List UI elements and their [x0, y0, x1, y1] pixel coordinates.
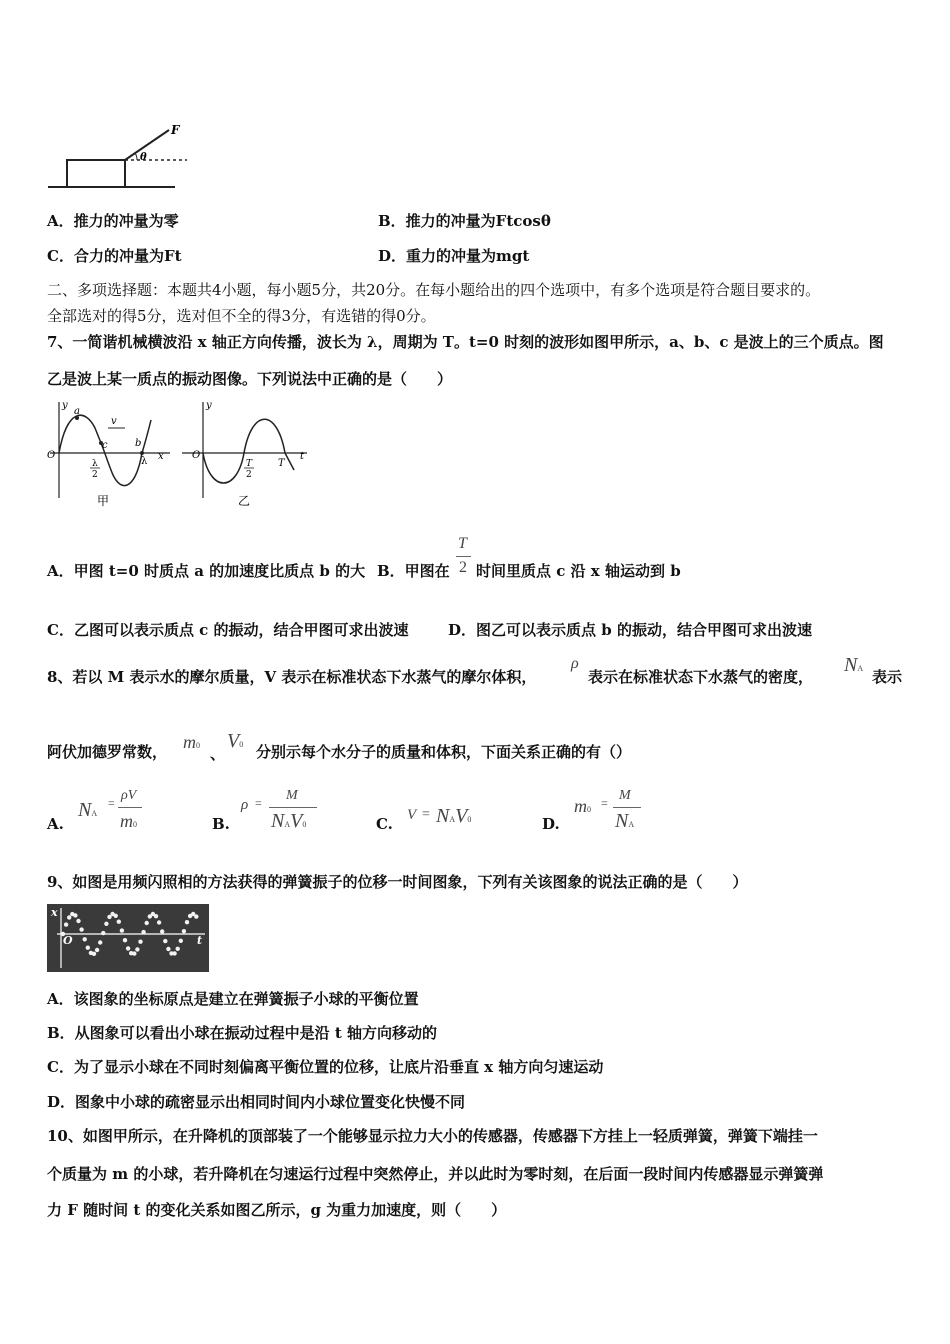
- equals-sign: =: [255, 796, 262, 810]
- x-label: x: [51, 906, 58, 919]
- q8-m0-symbol: [183, 732, 200, 753]
- q7-option-a: A．甲图 t=0 时质点 a 的加速度比质点 b 的大: [47, 562, 366, 580]
- section2-line1: 二、多项选择题：本题共4小题，每小题5分，共20分。在每小题给出的四个选项中，有多个选项是符合题目要求的。: [47, 281, 821, 299]
- flash-dot: [141, 930, 145, 934]
- t-half-num: T: [246, 459, 253, 469]
- angle-arc: [135, 153, 137, 160]
- force-arrow: [125, 130, 169, 160]
- origin-label: O: [47, 450, 56, 461]
- equals-sign: =: [422, 807, 430, 822]
- flash-dot: [92, 952, 96, 956]
- v0-subscript: 0: [239, 740, 244, 749]
- flash-dot: [176, 947, 180, 951]
- fraction-bar: [118, 807, 142, 808]
- caption-jia: 甲: [97, 494, 110, 508]
- lhs: NA: [78, 799, 98, 821]
- force-label: F: [171, 123, 180, 137]
- flash-dot: [98, 940, 102, 944]
- q7-figure-left: [45, 398, 180, 510]
- fraction-denominator: 2: [459, 559, 467, 576]
- q7-figure-right: [182, 398, 312, 510]
- flash-dot: [166, 947, 170, 951]
- numerator: ρV: [121, 788, 137, 803]
- t-label: t: [197, 934, 203, 947]
- q8-option-d-formula: [574, 788, 644, 836]
- flash-dot: [123, 938, 127, 942]
- lambda-half-num: λ: [92, 459, 98, 469]
- lambda-half-den: 2: [92, 470, 98, 480]
- q8-option-b-formula: [241, 788, 321, 836]
- c-label: c: [102, 440, 108, 451]
- q10-stem-line2: 个质量为 m 的小球，若升降机在匀速运行过程中突然停止，并以此时为零时刻，在后面一段时间内传感器显示弹簧弹: [47, 1165, 824, 1183]
- period-label: T: [278, 458, 285, 469]
- m0-letter: m: [183, 732, 196, 752]
- lhs: m0: [574, 796, 591, 816]
- origin-label: O: [192, 450, 201, 461]
- flash-dot: [76, 919, 80, 923]
- point-b: [140, 451, 144, 455]
- flash-dot: [163, 939, 167, 943]
- caption-yi: 乙: [238, 494, 251, 508]
- flash-dot: [172, 951, 176, 955]
- t-label: t: [300, 451, 305, 462]
- flash-dot: [145, 921, 149, 925]
- q9-option-b: B．从图象可以看出小球在振动过程中是沿 t 轴方向移动的: [47, 1024, 438, 1042]
- equals-sign: =: [108, 796, 115, 810]
- q8-option-a-formula: [78, 788, 148, 836]
- flash-dot: [157, 920, 161, 924]
- denominator: NAV0: [271, 810, 307, 832]
- q8-stem-line1c: 表示: [872, 668, 903, 686]
- flash-dot: [73, 913, 77, 917]
- flash-dot: [120, 928, 124, 932]
- fraction-bar: [269, 807, 317, 808]
- a-label: a: [74, 406, 80, 417]
- flash-dot: [179, 939, 183, 943]
- q7-stem-line2: 乙是波上某一质点的振动图像。下列说法中正确的是（ ）: [47, 370, 453, 388]
- flash-dot: [126, 946, 130, 950]
- flash-dot: [79, 927, 83, 931]
- q7-option-b-fraction: [455, 535, 475, 581]
- q8-stem-line1a: 8、若以 M 表示水的摩尔质量，V 表示在标准状态下水蒸气的摩尔体积，: [47, 668, 537, 686]
- denominator: NA: [615, 810, 635, 832]
- flash-dot: [154, 914, 158, 918]
- q9-option-d: D．图象中小球的疏密显示出相同时间内小球位置变化快慢不同: [47, 1093, 466, 1111]
- q6-option-d: D．重力的冲量为mgt: [378, 247, 530, 265]
- block: [67, 160, 125, 187]
- fraction-numerator: T: [458, 535, 467, 552]
- q7-option-c: C．乙图可以表示质点 c 的振动，结合甲图可求出波速: [47, 621, 409, 639]
- q6-option-b: B．推力的冲量为Ftcosθ: [378, 212, 551, 230]
- q8-stem-line2b: 分别示每个水分子的质量和体积，下面关系正确的有（）: [256, 743, 632, 761]
- flash-dot: [104, 922, 108, 926]
- q8-option-c-label: C.: [376, 815, 393, 833]
- v0-letter: V: [227, 730, 240, 752]
- y-label: y: [62, 400, 68, 411]
- rhs: NAV0: [436, 805, 472, 827]
- q10-stem-line3: 力 F 随时间 t 的变化关系如图乙所示，g 为重力加速度，则（ ）: [47, 1201, 507, 1219]
- flash-dot: [138, 940, 142, 944]
- fraction-bar: [613, 807, 641, 808]
- q10-stem-line1: 10、如图甲所示，在升降机的顶部装了一个能够显示拉力大小的传感器，传感器下方挂上一轻质弹簧，弹簧下端挂一: [47, 1127, 818, 1145]
- flash-dot: [67, 915, 71, 919]
- flash-dot: [64, 922, 68, 926]
- q8-na-symbol: [844, 654, 863, 677]
- na-subscript: A: [857, 664, 864, 673]
- q7-option-d: D．图乙可以表示质点 b 的振动，结合甲图可求出波速: [448, 621, 812, 639]
- angle-label: θ: [140, 152, 147, 163]
- flash-dot: [194, 914, 198, 918]
- flash-dot: [160, 929, 164, 933]
- q9-stem: 9、如图是用频闪照相的方法获得的弹簧振子的位移一时间图象，下列有关该图象的说法正确的是（ ）: [47, 873, 748, 891]
- q8-option-b-label: B.: [212, 815, 230, 833]
- flash-dot: [185, 920, 189, 924]
- denominator: m0: [120, 811, 137, 831]
- numerator: M: [619, 788, 631, 803]
- x-label: x: [158, 451, 164, 462]
- q8-option-a-label: A.: [47, 815, 64, 833]
- flash-dot: [135, 947, 139, 951]
- q7-stem-line1: 7、一简谐机械横波沿 x 轴正方向传播，波长为 λ，周期为 T。t=0 时刻的波形如图甲所示，a、b、c 是波上的三个质点。图: [47, 333, 884, 351]
- equals-sign: =: [601, 796, 608, 810]
- q8-stem-line1b: 表示在标准状态下水蒸气的密度，: [588, 668, 814, 686]
- t-half-den: 2: [246, 470, 252, 480]
- y-label: y: [206, 400, 212, 411]
- lhs: V: [407, 807, 417, 823]
- flash-dot: [86, 946, 90, 950]
- flash-dot: [83, 937, 87, 941]
- q9-option-a: A．该图象的坐标原点是建立在弹簧振子小球的平衡位置: [47, 990, 419, 1008]
- q6-option-a: A．推力的冲量为零: [47, 212, 179, 230]
- section2-line2: 全部选对的得5分，选对但不全的得3分，有选错的得0分。: [47, 307, 436, 325]
- q8-separator: 、: [210, 745, 226, 763]
- fraction-bar: [456, 556, 471, 557]
- q9-figure: [47, 904, 209, 972]
- flash-dot: [95, 948, 99, 952]
- m0-subscript: 0: [196, 741, 200, 750]
- q6-option-c: C．合力的冲量为Ft: [47, 247, 182, 265]
- q8-option-c-formula: [407, 805, 497, 835]
- q6-figure: [45, 120, 195, 200]
- q8-stem-line2a: 阿伏加德罗常数，: [47, 743, 168, 761]
- lambda-label: λ: [141, 456, 148, 467]
- q8-option-d-label: D.: [542, 815, 560, 833]
- q7-option-b-pre: B．甲图在: [377, 562, 450, 580]
- b-label: b: [135, 438, 142, 449]
- origin-label: O: [63, 934, 73, 947]
- numerator: M: [286, 788, 298, 803]
- flash-dot: [132, 951, 136, 955]
- flash-dot: [114, 914, 118, 918]
- na-letter: N: [844, 654, 858, 676]
- q9-option-c: C．为了显示小球在不同时刻偏离平衡位置的位移，让底片沿垂直 x 轴方向匀速运动: [47, 1058, 604, 1076]
- q8-rho-symbol: ρ: [571, 655, 579, 672]
- lhs: ρ: [241, 797, 249, 813]
- flash-dot: [117, 920, 121, 924]
- q7-option-b-post: 时间里质点 c 沿 x 轴运动到 b: [476, 562, 681, 580]
- flash-dot: [182, 929, 186, 933]
- v-label: v: [111, 416, 117, 427]
- flash-dot: [101, 931, 105, 935]
- q8-v0-symbol: [227, 730, 243, 753]
